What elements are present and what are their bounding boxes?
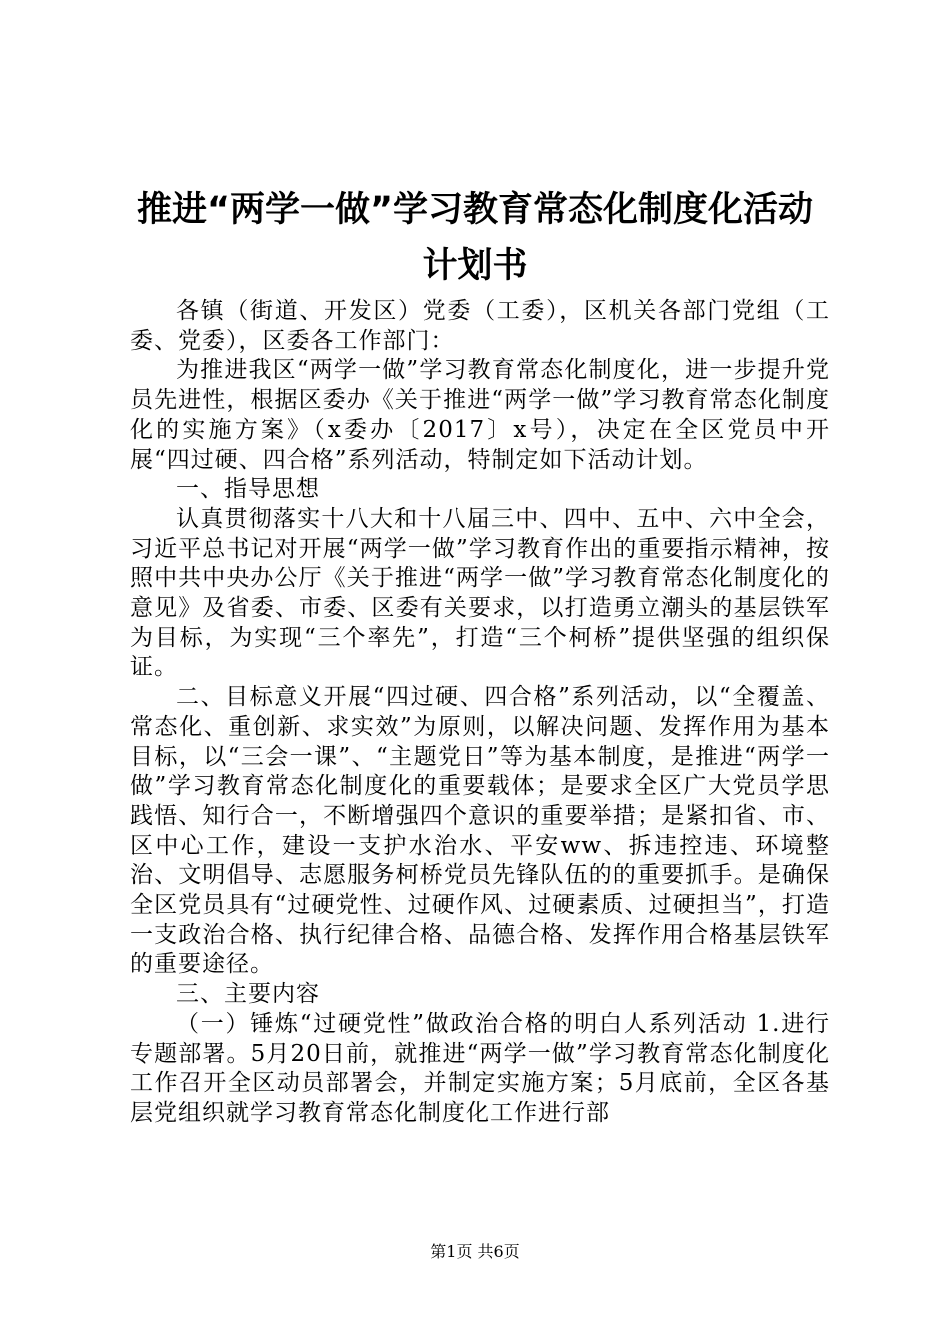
paragraph-guiding-thought: 认真贯彻落实十八大和十八届三中、四中、五中、六中全会，习近平总书记对开展“两学一做”学习教育作出的重要指示精神，按照中共中央办公厅《关于推进“两学一做”学习教育常态化制度化的意见》及省委、市委、区委有关要求，以打造勇立潮头的基层铁军为目标，为实现“三个率先”，打造“三个柯桥”提供坚强的组织保证。 <box>130 505 830 681</box>
paragraph-intro: 为推进我区“两学一做”学习教育常态化制度化，进一步提升党员先进性，根据区委办《关于推进“两学一做”学习教育常态化制度化的实施方案》（x委办〔2017〕x号），决定在全区党员中开展“四过硬、四合格”系列活动，特制定如下活动计划。 <box>130 357 830 473</box>
paragraph-addressee: 各镇（街道、开发区）党委（工委），区机关各部门党组（工委、党委），区委各工作部门： <box>130 298 830 354</box>
page-number-footer: 第1页 共6页 <box>430 1242 520 1261</box>
paragraph-main-content: （一）锤炼“过硬党性”做政治合格的明白人系列活动 1.进行专题部署。5月20日前，就推进“两学一做”学习教育常态化制度化工作召开全区动员部署会，并制定实施方案；5月底前，全区各基层党组织就学习教育常态化制度化工作进行部 <box>130 1010 830 1126</box>
document-title-continued: 计划书 <box>422 246 528 286</box>
paragraph-goals: 二、目标意义开展“四过硬、四合格”系列活动，以“全覆盖、常态化、重创新、求实效”为原则，以解决问题、发挥作用为基本目标，以“三会一课”、“主题党日”等为基本制度，是推进“两学一做”学习教育常态化制度化的重要载体；是要求全区广大党员学思践悟、知行合一，不断增强四个意识的重要举措；是紧扣省、市、区中心工作，建设一支护水治水、平安ww、拆违控违、环境整治、文明倡导、志愿服务柯桥党员先锋队伍的的重要抓手。是确保全区党员具有“过硬党性、过硬作风、过硬素质、过硬担当”，打造一支政治合格、执行纪律合格、品德合格、发挥作用合格基层铁军的重要途径。 <box>130 684 830 978</box>
document-title: 推进“两学一做”学习教育常态化制度化活动 <box>136 190 813 230</box>
document-body <box>130 297 830 1129</box>
section-heading-guiding-thought: 一、指导思想 <box>176 476 320 503</box>
section-heading-main-content: 三、主要内容 <box>176 981 320 1008</box>
